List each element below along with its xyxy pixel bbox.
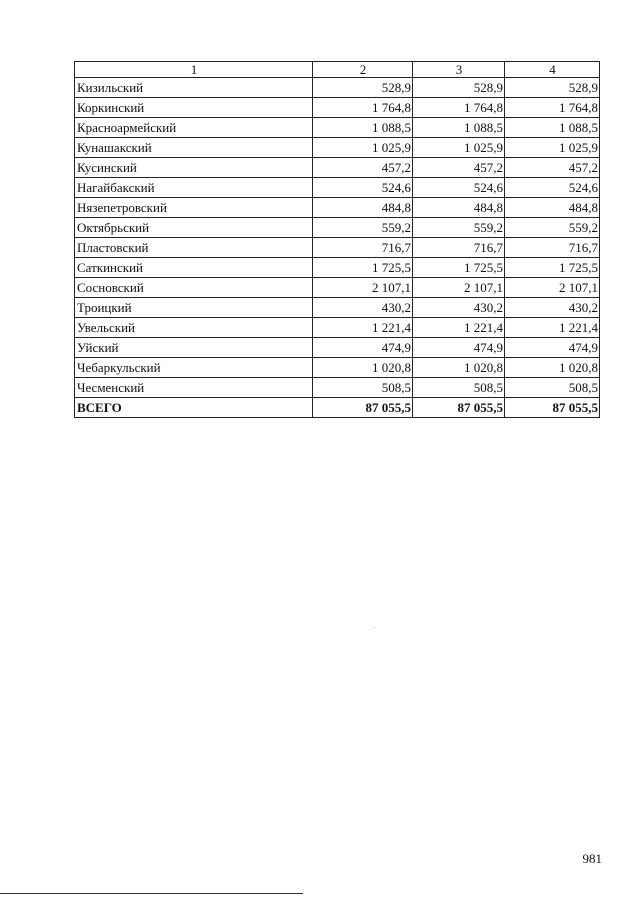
district-name: Уйский — [75, 338, 313, 358]
value-col-4: 559,2 — [505, 218, 600, 238]
value-col-2: 1 088,5 — [313, 118, 413, 138]
value-col-3: 716,7 — [413, 238, 505, 258]
value-col-3: 1 221,4 — [413, 318, 505, 338]
district-name: Коркинский — [75, 98, 313, 118]
page-number: 981 — [582, 851, 602, 866]
header-col-3: 3 — [413, 62, 505, 78]
value-col-4: 1 221,4 — [505, 318, 600, 338]
value-col-3: 484,8 — [413, 198, 505, 218]
scan-speck — [374, 627, 375, 628]
value-col-2: 484,8 — [313, 198, 413, 218]
district-name: Чебаркульский — [75, 358, 313, 378]
value-col-2: 1 020,8 — [313, 358, 413, 378]
table-row — [75, 198, 600, 218]
total-value-col-2: 87 055,5 — [313, 398, 413, 418]
table-row — [75, 338, 600, 358]
table-row — [75, 218, 600, 238]
district-name: Октябрьский — [75, 218, 313, 238]
value-col-3: 474,9 — [413, 338, 505, 358]
value-col-4: 484,8 — [505, 198, 600, 218]
table-body — [75, 78, 600, 418]
value-col-4: 716,7 — [505, 238, 600, 258]
value-col-3: 1 088,5 — [413, 118, 505, 138]
total-value-col-4: 87 055,5 — [505, 398, 600, 418]
table-row — [75, 118, 600, 138]
value-col-2: 559,2 — [313, 218, 413, 238]
value-col-4: 474,9 — [505, 338, 600, 358]
table-row — [75, 238, 600, 258]
data-table — [74, 61, 600, 418]
value-col-2: 716,7 — [313, 238, 413, 258]
value-col-3: 1 725,5 — [413, 258, 505, 278]
value-col-2: 508,5 — [313, 378, 413, 398]
value-col-4: 1 725,5 — [505, 258, 600, 278]
value-col-3: 1 020,8 — [413, 358, 505, 378]
district-name: Троицкий — [75, 298, 313, 318]
value-col-2: 2 107,1 — [313, 278, 413, 298]
total-row — [75, 398, 600, 418]
district-name: Красноармейский — [75, 118, 313, 138]
value-col-3: 528,9 — [413, 78, 505, 98]
table-row — [75, 258, 600, 278]
value-col-3: 457,2 — [413, 158, 505, 178]
value-col-2: 1 764,8 — [313, 98, 413, 118]
value-col-4: 1 025,9 — [505, 138, 600, 158]
value-col-4: 1 088,5 — [505, 118, 600, 138]
value-col-2: 474,9 — [313, 338, 413, 358]
total-district-name: ВСЕГО — [75, 398, 313, 418]
value-col-3: 559,2 — [413, 218, 505, 238]
district-name: Кизильский — [75, 78, 313, 98]
table-row — [75, 178, 600, 198]
table-row — [75, 358, 600, 378]
district-name: Чесменский — [75, 378, 313, 398]
district-name: Кунашакский — [75, 138, 313, 158]
value-col-4: 508,5 — [505, 378, 600, 398]
value-col-3: 1 764,8 — [413, 98, 505, 118]
district-name: Сосновский — [75, 278, 313, 298]
district-name: Увельский — [75, 318, 313, 338]
value-col-3: 524,6 — [413, 178, 505, 198]
value-col-2: 430,2 — [313, 298, 413, 318]
table-header — [75, 62, 600, 78]
district-name: Кусинский — [75, 158, 313, 178]
district-name: Нязепетровский — [75, 198, 313, 218]
value-col-4: 2 107,1 — [505, 278, 600, 298]
table-row — [75, 78, 600, 98]
value-col-2: 1 025,9 — [313, 138, 413, 158]
value-col-3: 508,5 — [413, 378, 505, 398]
value-col-2: 457,2 — [313, 158, 413, 178]
district-name: Саткинский — [75, 258, 313, 278]
table-row — [75, 298, 600, 318]
value-col-4: 1 020,8 — [505, 358, 600, 378]
value-col-4: 457,2 — [505, 158, 600, 178]
footer-rule — [0, 893, 303, 894]
table-row — [75, 98, 600, 118]
value-col-3: 1 025,9 — [413, 138, 505, 158]
header-col-2: 2 — [313, 62, 413, 78]
total-value-col-3: 87 055,5 — [413, 398, 505, 418]
table-row — [75, 158, 600, 178]
table-row — [75, 278, 600, 298]
value-col-4: 1 764,8 — [505, 98, 600, 118]
district-name: Пластовский — [75, 238, 313, 258]
table-row — [75, 318, 600, 338]
value-col-2: 524,6 — [313, 178, 413, 198]
header-col-4: 4 — [505, 62, 600, 78]
value-col-3: 430,2 — [413, 298, 505, 318]
table-row — [75, 138, 600, 158]
value-col-4: 430,2 — [505, 298, 600, 318]
table-row — [75, 378, 600, 398]
value-col-3: 2 107,1 — [413, 278, 505, 298]
value-col-2: 1 221,4 — [313, 318, 413, 338]
value-col-2: 528,9 — [313, 78, 413, 98]
value-col-4: 524,6 — [505, 178, 600, 198]
district-name: Нагайбакский — [75, 178, 313, 198]
value-col-2: 1 725,5 — [313, 258, 413, 278]
header-col-1: 1 — [75, 62, 313, 78]
value-col-4: 528,9 — [505, 78, 600, 98]
header-row — [75, 62, 600, 78]
